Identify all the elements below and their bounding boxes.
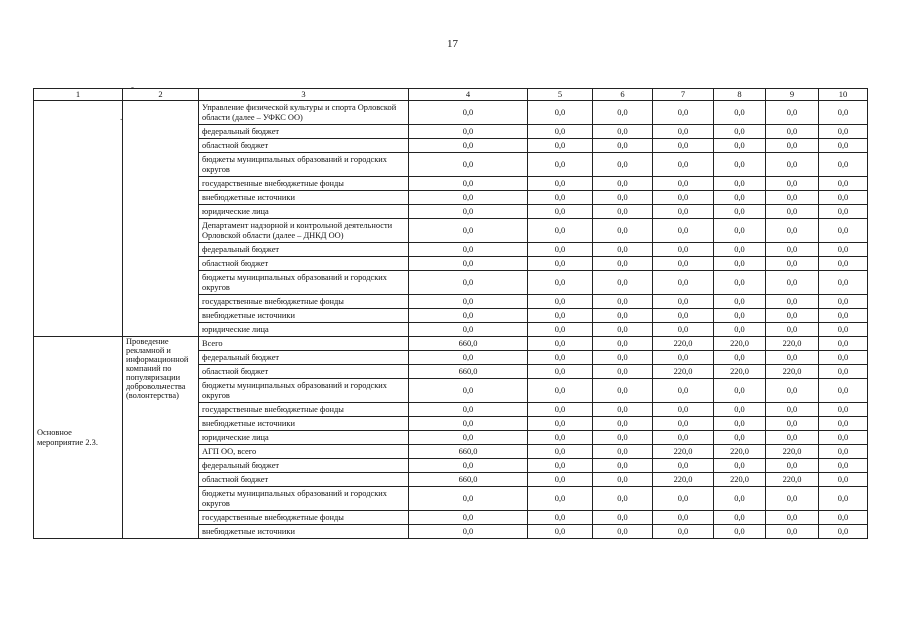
value-cell: 220,0 [766,473,819,487]
value-cell: 0,0 [714,379,766,403]
funding-source-cell: областной бюджет [199,365,409,379]
value-cell: 0,0 [653,153,714,177]
budget-table [33,88,868,539]
value-cell: 0,0 [409,191,528,205]
funding-source-cell: федеральный бюджет [199,125,409,139]
value-cell: 0,0 [409,125,528,139]
value-cell: 0,0 [819,219,868,243]
funding-source-cell: государственные внебюджетные фонды [199,177,409,191]
value-cell: 0,0 [766,403,819,417]
value-cell: 0,0 [593,365,653,379]
value-cell: 220,0 [653,445,714,459]
funding-source-cell: бюджеты муниципальных образований и городских округов [199,379,409,403]
value-cell: 0,0 [653,139,714,153]
funding-source-cell: областной бюджет [199,473,409,487]
funding-source-cell: областной бюджет [199,257,409,271]
funding-source-cell: бюджеты муниципальных образований и городских округов [199,271,409,295]
value-cell: 0,0 [593,257,653,271]
value-cell: 0,0 [819,309,868,323]
value-cell: 0,0 [528,125,593,139]
value-cell: 0,0 [409,351,528,365]
value-cell: 220,0 [766,365,819,379]
value-cell: 0,0 [819,403,868,417]
value-cell: 0,0 [714,309,766,323]
funding-source-cell: государственные внебюджетные фонды [199,511,409,525]
funding-source-cell: Департамент надзорной и контрольной деятельности Орловской области (далее – ДНКД ОО) [199,219,409,243]
value-cell: 0,0 [528,219,593,243]
value-cell: 0,0 [819,351,868,365]
value-cell: 220,0 [653,473,714,487]
value-cell: 0,0 [819,257,868,271]
value-cell: 0,0 [528,487,593,511]
value-cell: 0,0 [528,351,593,365]
value-cell: 0,0 [409,417,528,431]
value-cell: 0,0 [714,243,766,257]
value-cell: 0,0 [593,139,653,153]
value-cell: 0,0 [766,295,819,309]
event-description-cell [123,101,199,337]
value-cell: 0,0 [653,379,714,403]
funding-source-cell: федеральный бюджет [199,459,409,473]
value-cell: 0,0 [409,403,528,417]
value-cell: 660,0 [409,365,528,379]
value-cell: 0,0 [528,473,593,487]
funding-source-cell: юридические лица [199,431,409,445]
value-cell: 0,0 [766,125,819,139]
funding-source-cell: внебюджетные источники [199,525,409,539]
value-cell: 0,0 [528,139,593,153]
value-cell: 0,0 [714,139,766,153]
value-cell: 0,0 [528,243,593,257]
value-cell: 0,0 [528,445,593,459]
value-cell: 0,0 [528,379,593,403]
value-cell: 0,0 [819,153,868,177]
value-cell: 0,0 [766,525,819,539]
value-cell: 0,0 [653,351,714,365]
value-cell: 0,0 [819,295,868,309]
value-cell: 0,0 [653,459,714,473]
value-cell: 0,0 [653,417,714,431]
value-cell: 0,0 [819,511,868,525]
value-cell: 0,0 [409,309,528,323]
value-cell: 0,0 [714,191,766,205]
value-cell: 0,0 [819,445,868,459]
value-cell: 220,0 [714,365,766,379]
value-cell: 0,0 [714,125,766,139]
value-cell: 0,0 [653,403,714,417]
value-cell: 0,0 [593,403,653,417]
table-row [34,337,868,351]
value-cell: 0,0 [528,459,593,473]
value-cell: 0,0 [593,191,653,205]
value-cell: 0,0 [593,417,653,431]
column-header: 6 [593,89,653,101]
funding-source-cell: государственные внебюджетные фонды [199,295,409,309]
value-cell: 0,0 [409,101,528,125]
value-cell: 0,0 [819,243,868,257]
funding-source-cell: внебюджетные источники [199,191,409,205]
value-cell: 0,0 [766,153,819,177]
value-cell: 0,0 [766,417,819,431]
funding-source-cell: юридические лица [199,205,409,219]
value-cell: 0,0 [409,295,528,309]
scan-mark: . [120,112,123,122]
value-cell: 0,0 [819,125,868,139]
value-cell: 220,0 [653,337,714,351]
value-cell: 0,0 [653,177,714,191]
funding-source-cell: бюджеты муниципальных образований и городских округов [199,487,409,511]
header-row [34,89,868,101]
value-cell: 220,0 [714,445,766,459]
value-cell: 0,0 [766,139,819,153]
value-cell: 0,0 [819,417,868,431]
value-cell: 0,0 [653,125,714,139]
event-name-cell [34,101,123,337]
value-cell: 0,0 [714,101,766,125]
value-cell: 0,0 [653,309,714,323]
value-cell: 0,0 [528,295,593,309]
value-cell: 0,0 [819,431,868,445]
value-cell: 0,0 [819,191,868,205]
value-cell: 0,0 [653,257,714,271]
value-cell: 0,0 [409,205,528,219]
value-cell: 0,0 [653,511,714,525]
value-cell: 0,0 [593,205,653,219]
value-cell: 0,0 [593,243,653,257]
value-cell: 0,0 [819,525,868,539]
value-cell: 0,0 [714,417,766,431]
value-cell: 0,0 [409,219,528,243]
value-cell: 0,0 [714,177,766,191]
value-cell: 0,0 [653,487,714,511]
value-cell: 0,0 [409,177,528,191]
funding-source-cell: юридические лица [199,323,409,337]
value-cell: 0,0 [766,271,819,295]
column-header: 9 [766,89,819,101]
value-cell: 0,0 [528,205,593,219]
column-header: 7 [653,89,714,101]
value-cell: 0,0 [409,487,528,511]
value-cell: 0,0 [593,323,653,337]
funding-source-cell: Управление физической культуры и спорта Орловской области (далее – УФКС ОО) [199,101,409,125]
value-cell: 0,0 [653,243,714,257]
value-cell: 220,0 [714,337,766,351]
value-cell: 0,0 [528,177,593,191]
value-cell: 0,0 [766,511,819,525]
value-cell: 0,0 [409,243,528,257]
value-cell: 0,0 [409,379,528,403]
funding-source-cell: государственные внебюджетные фонды [199,403,409,417]
value-cell: 0,0 [409,139,528,153]
value-cell: 0,0 [714,219,766,243]
value-cell: 0,0 [653,191,714,205]
value-cell: 220,0 [766,337,819,351]
value-cell: 0,0 [409,323,528,337]
value-cell: 0,0 [593,271,653,295]
value-cell: 0,0 [819,205,868,219]
value-cell: 0,0 [528,101,593,125]
value-cell: 0,0 [593,295,653,309]
column-header: 4 [409,89,528,101]
value-cell: 0,0 [528,323,593,337]
value-cell: 0,0 [714,403,766,417]
value-cell: 0,0 [528,511,593,525]
value-cell: 0,0 [819,323,868,337]
funding-source-cell: областной бюджет [199,139,409,153]
value-cell: 0,0 [409,431,528,445]
value-cell: 0,0 [593,487,653,511]
value-cell: 0,0 [528,337,593,351]
value-cell: 0,0 [528,431,593,445]
funding-source-cell: внебюджетные источники [199,417,409,431]
value-cell: 0,0 [593,125,653,139]
value-cell: 0,0 [766,309,819,323]
column-header: 2 [123,89,199,101]
column-header: 10 [819,89,868,101]
value-cell: 0,0 [819,337,868,351]
value-cell: 0,0 [409,511,528,525]
value-cell: 0,0 [819,365,868,379]
funding-source-cell: федеральный бюджет [199,351,409,365]
value-cell: 0,0 [714,351,766,365]
value-cell: 220,0 [714,473,766,487]
value-cell: 0,0 [714,295,766,309]
value-cell: 0,0 [593,101,653,125]
value-cell: 0,0 [819,379,868,403]
value-cell: 0,0 [653,101,714,125]
value-cell: 0,0 [528,525,593,539]
funding-source-cell: федеральный бюджет [199,243,409,257]
value-cell: 0,0 [766,431,819,445]
value-cell: 0,0 [528,365,593,379]
value-cell: 0,0 [766,379,819,403]
value-cell: 0,0 [593,511,653,525]
value-cell: 0,0 [766,351,819,365]
value-cell: 660,0 [409,473,528,487]
value-cell: 0,0 [714,323,766,337]
value-cell: 0,0 [819,473,868,487]
value-cell: 0,0 [593,153,653,177]
value-cell: 0,0 [766,257,819,271]
value-cell: 0,0 [714,487,766,511]
table-body [34,101,868,539]
value-cell: 0,0 [714,431,766,445]
value-cell: 0,0 [766,243,819,257]
value-cell: 0,0 [593,351,653,365]
value-cell: 0,0 [409,153,528,177]
scan-mark: - [131,82,134,92]
value-cell: 0,0 [409,525,528,539]
value-cell: 0,0 [409,257,528,271]
event-name-cell: Основное мероприятие 2.3. [34,337,123,539]
value-cell: 0,0 [714,271,766,295]
value-cell: 0,0 [766,323,819,337]
value-cell: 0,0 [819,101,868,125]
value-cell: 0,0 [766,205,819,219]
value-cell: 0,0 [714,511,766,525]
value-cell: 0,0 [593,219,653,243]
value-cell: 0,0 [766,101,819,125]
funding-source-cell: бюджеты муниципальных образований и городских округов [199,153,409,177]
funding-source-cell: АГП ОО, всего [199,445,409,459]
value-cell: 0,0 [714,153,766,177]
value-cell: 220,0 [766,445,819,459]
value-cell: 0,0 [819,459,868,473]
value-cell: 0,0 [653,431,714,445]
value-cell: 0,0 [714,205,766,219]
value-cell: 0,0 [528,153,593,177]
value-cell: 0,0 [653,323,714,337]
value-cell: 0,0 [714,459,766,473]
column-header: 8 [714,89,766,101]
value-cell: 660,0 [409,445,528,459]
value-cell: 0,0 [593,525,653,539]
value-cell: 220,0 [653,365,714,379]
value-cell: 0,0 [653,295,714,309]
value-cell: 0,0 [766,487,819,511]
value-cell: 0,0 [593,431,653,445]
value-cell: 0,0 [819,139,868,153]
value-cell: 0,0 [593,459,653,473]
funding-source-cell: внебюджетные источники [199,309,409,323]
value-cell: 0,0 [528,417,593,431]
value-cell: 0,0 [653,205,714,219]
value-cell: 0,0 [714,257,766,271]
column-header: 5 [528,89,593,101]
value-cell: 0,0 [593,309,653,323]
value-cell: 0,0 [819,487,868,511]
value-cell: 0,0 [528,191,593,205]
column-header: 3 [199,89,409,101]
value-cell: 0,0 [593,177,653,191]
value-cell: 0,0 [528,257,593,271]
value-cell: 0,0 [653,219,714,243]
value-cell: 0,0 [593,473,653,487]
value-cell: 0,0 [593,379,653,403]
value-cell: 0,0 [528,271,593,295]
value-cell: 0,0 [593,445,653,459]
value-cell: 0,0 [528,309,593,323]
column-header: 1 [34,89,123,101]
event-description-cell: Проведение рекламной и информационной компаний по популяризации добровольчества (волонтерства) [123,337,199,539]
value-cell: 0,0 [766,191,819,205]
table-row [34,101,868,125]
value-cell: 0,0 [766,459,819,473]
value-cell: 0,0 [409,459,528,473]
value-cell: 0,0 [714,525,766,539]
page-number: 17 [447,38,458,50]
value-cell: 0,0 [819,177,868,191]
value-cell: 0,0 [766,219,819,243]
value-cell: 0,0 [653,271,714,295]
value-cell: 0,0 [409,271,528,295]
value-cell: 660,0 [409,337,528,351]
value-cell: 0,0 [528,403,593,417]
value-cell: 0,0 [593,337,653,351]
value-cell: 0,0 [819,271,868,295]
value-cell: 0,0 [766,177,819,191]
value-cell: 0,0 [653,525,714,539]
funding-source-cell: Всего [199,337,409,351]
